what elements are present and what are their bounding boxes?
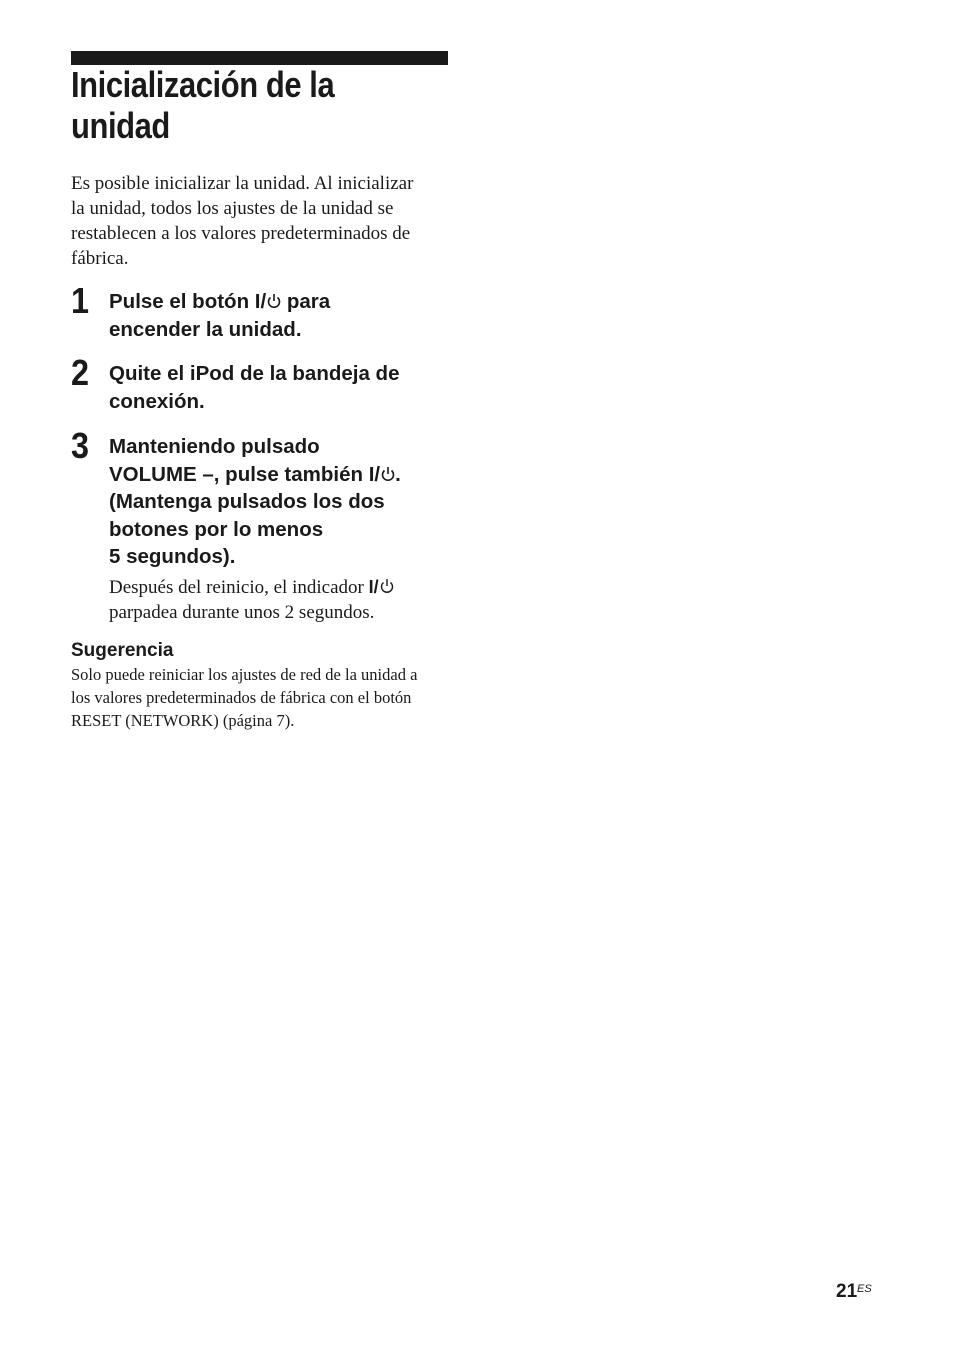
intro-line: Es posible inicializar la unidad. Al inicializar xyxy=(71,173,414,194)
power-standby-icon xyxy=(380,578,394,594)
page-number: 21 xyxy=(836,1281,858,1302)
step-line: conexión. xyxy=(109,389,205,413)
note-line: parpadea durante unos 2 segundos. xyxy=(109,602,375,623)
step-line: 5 segundos). xyxy=(109,545,236,568)
intro-line: restablecen a los valores predeterminados de xyxy=(71,223,411,244)
step-number: 3 xyxy=(71,425,90,466)
note-line xyxy=(109,575,454,600)
tip-heading: Sugerencia xyxy=(71,640,174,661)
tip-text xyxy=(71,663,456,732)
page-title xyxy=(71,64,398,146)
intro-line: la unidad, todos los ajustes de la unidad se xyxy=(71,198,394,219)
power-standby-icon xyxy=(381,466,395,482)
language-code: ES xyxy=(857,1283,872,1295)
title-rule xyxy=(71,51,448,65)
title-line: Inicialización de la xyxy=(71,64,335,105)
step-line-text: para xyxy=(281,290,331,313)
note-line-text: Después del reinicio, el indicador xyxy=(109,577,369,598)
step-line xyxy=(109,288,454,316)
step-line-text: . xyxy=(395,462,401,486)
tip-line: Solo puede reiniciar los ajustes de red de la unidad a xyxy=(71,665,418,684)
step-instruction xyxy=(109,360,454,415)
step-line: Quite el iPod de la bandeja de xyxy=(109,362,400,385)
step-number: 2 xyxy=(71,352,90,393)
title-line: unidad xyxy=(71,105,170,146)
step-instruction xyxy=(109,288,454,343)
step-note xyxy=(109,575,454,625)
step-instruction xyxy=(109,433,454,571)
tip-line: RESET (NETWORK) (página 7). xyxy=(71,711,295,730)
step-line: (Mantenga pulsados los dos xyxy=(109,490,385,513)
intro-line: fábrica. xyxy=(71,248,129,269)
intro-paragraph xyxy=(71,171,451,271)
step-number: 1 xyxy=(71,280,90,321)
indicator-label: I/ xyxy=(368,577,379,597)
step-line: encender la unidad. xyxy=(109,317,302,341)
step-line xyxy=(109,461,454,489)
step-line: Manteniendo pulsado xyxy=(109,435,320,458)
power-standby-icon xyxy=(267,293,281,309)
step-line-text: Pulse el botón I/ xyxy=(109,290,267,313)
step-line: botones por lo menos xyxy=(109,517,324,541)
step-line-text: VOLUME –, pulse también I/ xyxy=(109,462,381,486)
tip-line: los valores predeterminados de fábrica con el botón xyxy=(71,688,412,707)
